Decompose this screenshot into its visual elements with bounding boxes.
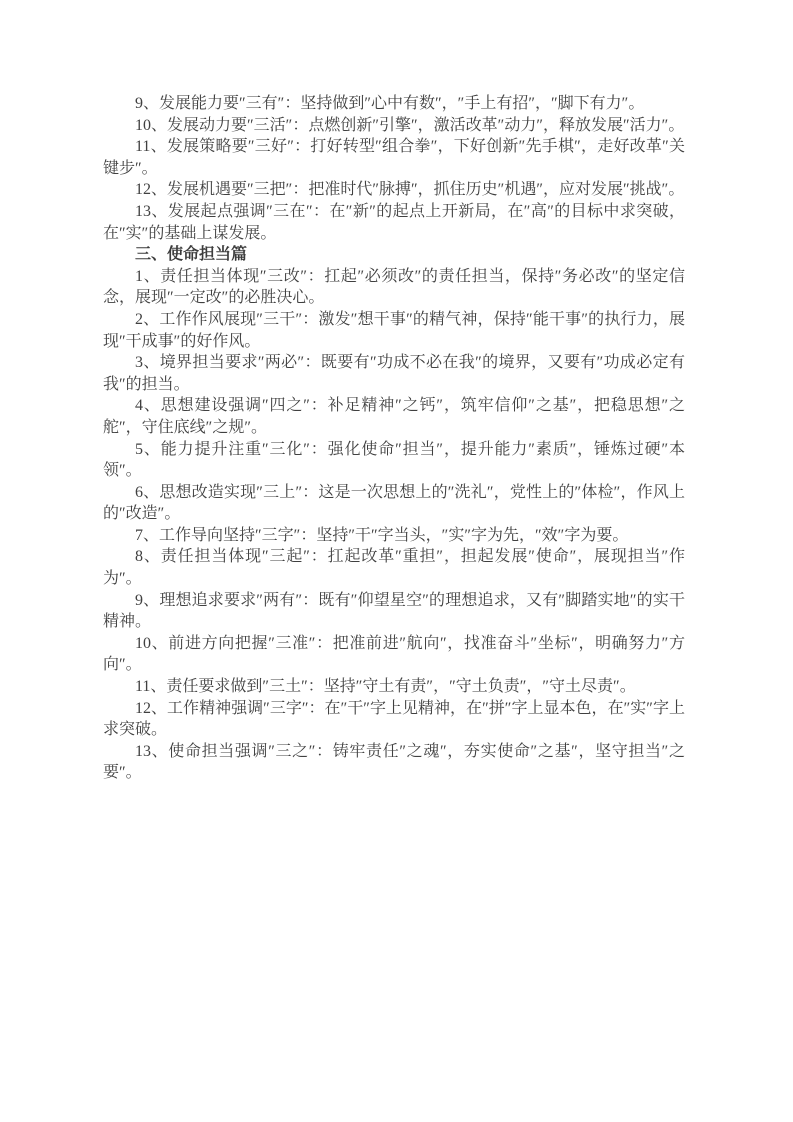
list-item-mission-8: 8、责任担当体现″三起″：扛起改革″重担″，担起发展″使命″，展现担当″作为″。 (103, 548, 685, 588)
list-item-mission-5: 5、能力提升注重″三化″：强化使命″担当″，提升能力″素质″，锤炼过硬″本领″。 (103, 440, 685, 480)
list-item-development-11: 11、发展策略要″三好″：打好转型″组合拳″，下好创新″先手棋″，走好改革″关键步″。 (103, 138, 685, 177)
list-item-development-13: 13、发展起点强调″三在″：在″新″的起点上开新局，在″高″的目标中求突破，在″实″的基础上谋发展。 (103, 202, 685, 242)
list-item-mission-3: 3、境界担当要求″两必″：既要有″功成不必在我″的境界，又要有″功成必定有我″的担当。 (103, 354, 685, 393)
list-item-development-12: 12、发展机遇要″三把″：把准时代″脉搏″，抓住历史″机遇″，应对发展″挑战″。 (135, 181, 685, 199)
list-item-mission-10: 10、前进方向把握″三准″：把准前进″航向″，找准奋斗″坐标″，明确努力″方向″。 (103, 634, 685, 674)
list-item-mission-11: 11、责任要求做到″三土″：坚持″守土有责″，″守土负责″，″守土尽责″。 (135, 678, 636, 696)
list-item-mission-4: 4、思想建设强调″四之″：补足精神″之钙″，筑牢信仰″之基″，把稳思想″之舵″，守住底线″之规″。 (103, 397, 685, 436)
document-body (103, 93, 685, 784)
list-item-development-10: 10、发展动力要″三活″：点燃创新″引擎″，激活改革″动力″，释放发展″活力″。 (135, 116, 685, 134)
list-item-development-9: 9、发展能力要″三有″：坚持做到″心中有数″，″手上有招″，″脚下有力″。 (135, 95, 645, 112)
list-item-mission-9: 9、理想追求要求″两有″：既有″仰望星空″的理想追求，又有″脚踏实地″的实干精神。 (103, 591, 685, 631)
section-heading-mission: 三、使命担当篇 (135, 246, 248, 264)
list-item-mission-13: 13、使命担当强调″三之″：铸牢责任″之魂″，夯实使命″之基″，坚守担当″之要″。 (103, 742, 685, 782)
list-item-mission-2: 2、工作作风展现″三干″：激发″想干事″的精气神，保持″能干事″的执行力，展现″干成事″的好作风。 (103, 310, 685, 350)
list-item-mission-7: 7、工作导向坚持″三字″：坚持″干″字当头，″实″字为先，″效″字为要。 (135, 526, 629, 544)
list-item-mission-1: 1、责任担当体现″三改″：扛起″必须改″的责任担当，保持″务必改″的坚定信念，展现″一定改″的必胜决心。 (103, 267, 685, 307)
list-item-mission-6: 6、思想改造实现″三上″：这是一次思想上的″洗礼″，党性上的″体检″，作风上的″改造″。 (103, 483, 685, 523)
list-item-mission-12: 12、工作精神强调″三字″：在″干″字上见精神，在″拼″字上显本色，在″实″字上求突破。 (103, 699, 685, 739)
